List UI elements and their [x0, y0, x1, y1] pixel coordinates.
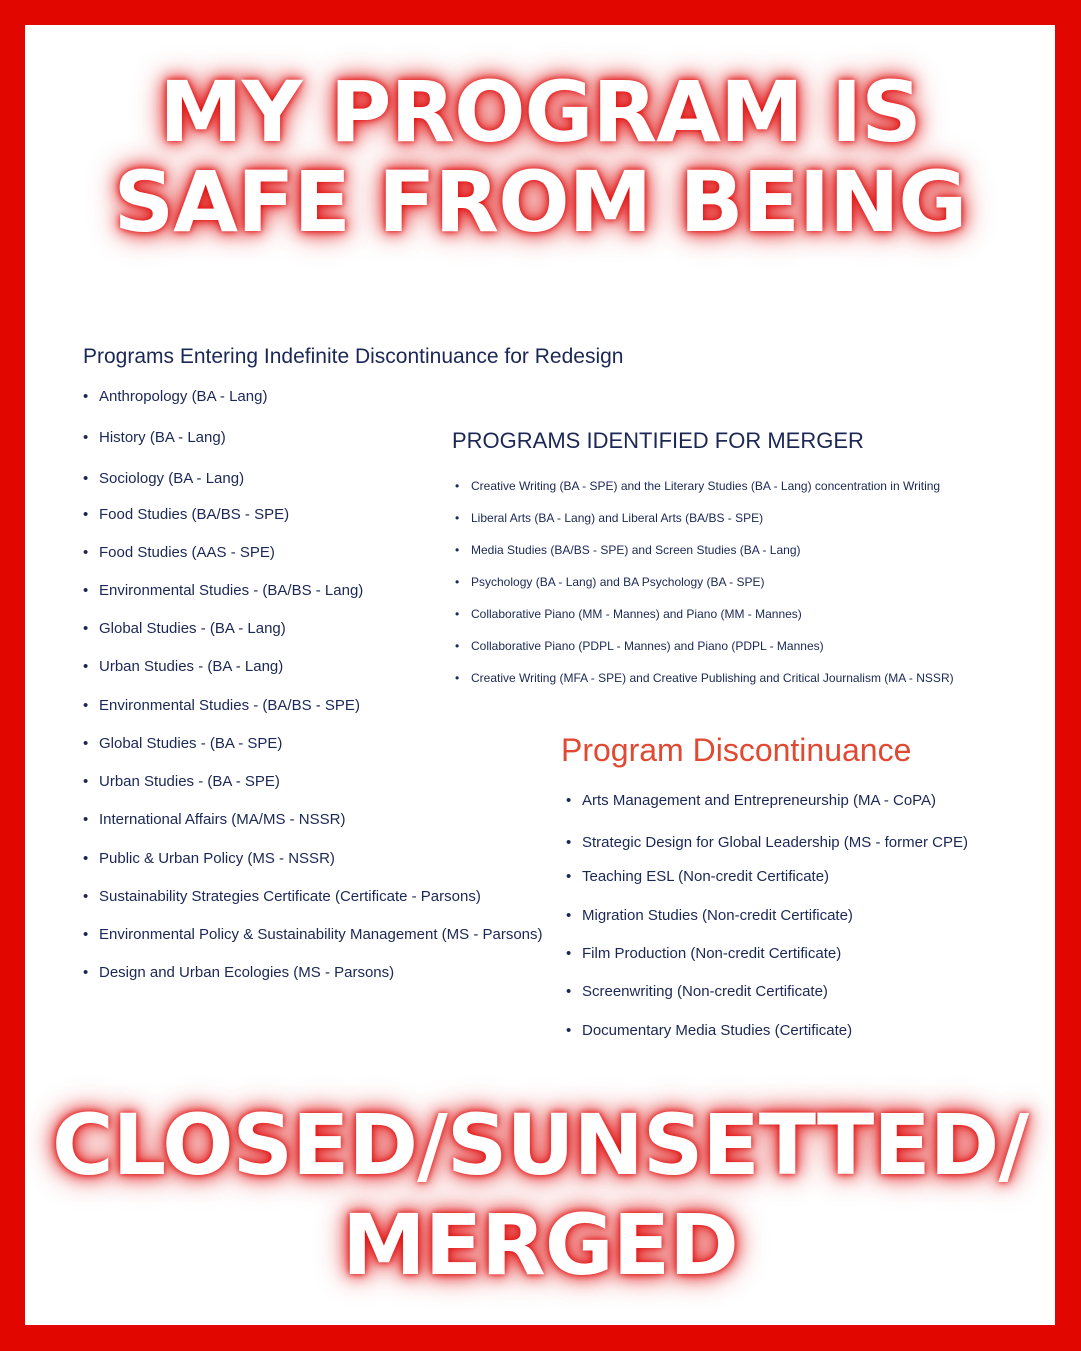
discontinuance-item: • Environmental Studies - (BA/BS - SPE): [99, 697, 360, 714]
discontinuance-item: • Design and Urban Ecologies (MS - Parsons): [99, 964, 394, 981]
merger-item: • Creative Writing (BA - SPE) and the Literary Studies (BA - Lang) concentration in Writing: [471, 479, 940, 493]
discontinuance-item: • Urban Studies - (BA - SPE): [99, 773, 280, 790]
merger-item: • Collaborative Piano (MM - Mannes) and Piano (MM - Mannes): [471, 607, 802, 621]
discontinuance-item: • Global Studies - (BA - Lang): [99, 620, 286, 637]
discontinuance-heading: Programs Entering Indefinite Discontinuance for Redesign: [83, 345, 624, 368]
program-discontinuance-item: • Screenwriting (Non-credit Certificate): [582, 983, 828, 1000]
merger-item: • Psychology (BA - Lang) and BA Psychology (BA - SPE): [471, 575, 764, 589]
program-discontinuance-item: • Documentary Media Studies (Certificate): [582, 1022, 852, 1039]
program-discontinuance-item: • Film Production (Non-credit Certificate): [582, 945, 841, 962]
merger-item: • Liberal Arts (BA - Lang) and Liberal Arts (BA/BS - SPE): [471, 511, 763, 525]
meme-bottom-line-1: CLOSED/SUNSETTED/: [51, 1096, 1029, 1194]
discontinuance-item: • Urban Studies - (BA - Lang): [99, 658, 283, 675]
meme-bottom-caption: [25, 1095, 1055, 1295]
discontinuance-item: • Sociology (BA - Lang): [99, 470, 244, 487]
meme-top-caption: [25, 63, 1055, 251]
discontinuance-item: • Food Studies (BA/BS - SPE): [99, 506, 289, 523]
meme-bottom-line-2: MERGED: [342, 1196, 738, 1294]
meme-top-line-1: MY PROGRAM IS: [159, 63, 921, 161]
discontinuance-item: • Public & Urban Policy (MS - NSSR): [99, 850, 335, 867]
discontinuance-item: • Anthropology (BA - Lang): [99, 388, 267, 405]
merger-item: • Creative Writing (MFA - SPE) and Creative Publishing and Critical Journalism (MA - NSSR): [471, 671, 954, 685]
merger-item: • Collaborative Piano (PDPL - Mannes) and Piano (PDPL - Mannes): [471, 639, 824, 653]
program-discontinuance-item: • Teaching ESL (Non-credit Certificate): [582, 868, 829, 885]
discontinuance-item: • Environmental Studies - (BA/BS - Lang): [99, 582, 363, 599]
meme-top-line-2: SAFE FROM BEING: [113, 153, 967, 251]
discontinuance-item: • History (BA - Lang): [99, 429, 226, 446]
program-discontinuance-item: • Arts Management and Entrepreneurship (MA - CoPA): [582, 792, 936, 809]
meme-frame: [25, 25, 1055, 1325]
discontinuance-item: • Food Studies (AAS - SPE): [99, 544, 275, 561]
discontinuance-item: • International Affairs (MA/MS - NSSR): [99, 811, 345, 828]
program-discontinuance-item: • Migration Studies (Non-credit Certificate): [582, 907, 853, 924]
merger-item: • Media Studies (BA/BS - SPE) and Screen Studies (BA - Lang): [471, 543, 801, 557]
discontinuance-item: • Sustainability Strategies Certificate (Certificate - Parsons): [99, 888, 481, 905]
program-discontinuance-heading: Program Discontinuance: [561, 732, 912, 768]
merger-heading: PROGRAMS IDENTIFIED FOR MERGER: [452, 428, 864, 453]
program-discontinuance-item: • Strategic Design for Global Leadership (MS - former CPE): [582, 834, 968, 851]
discontinuance-item: • Environmental Policy & Sustainability Management (MS - Parsons): [99, 926, 543, 943]
discontinuance-item: • Global Studies - (BA - SPE): [99, 735, 282, 752]
